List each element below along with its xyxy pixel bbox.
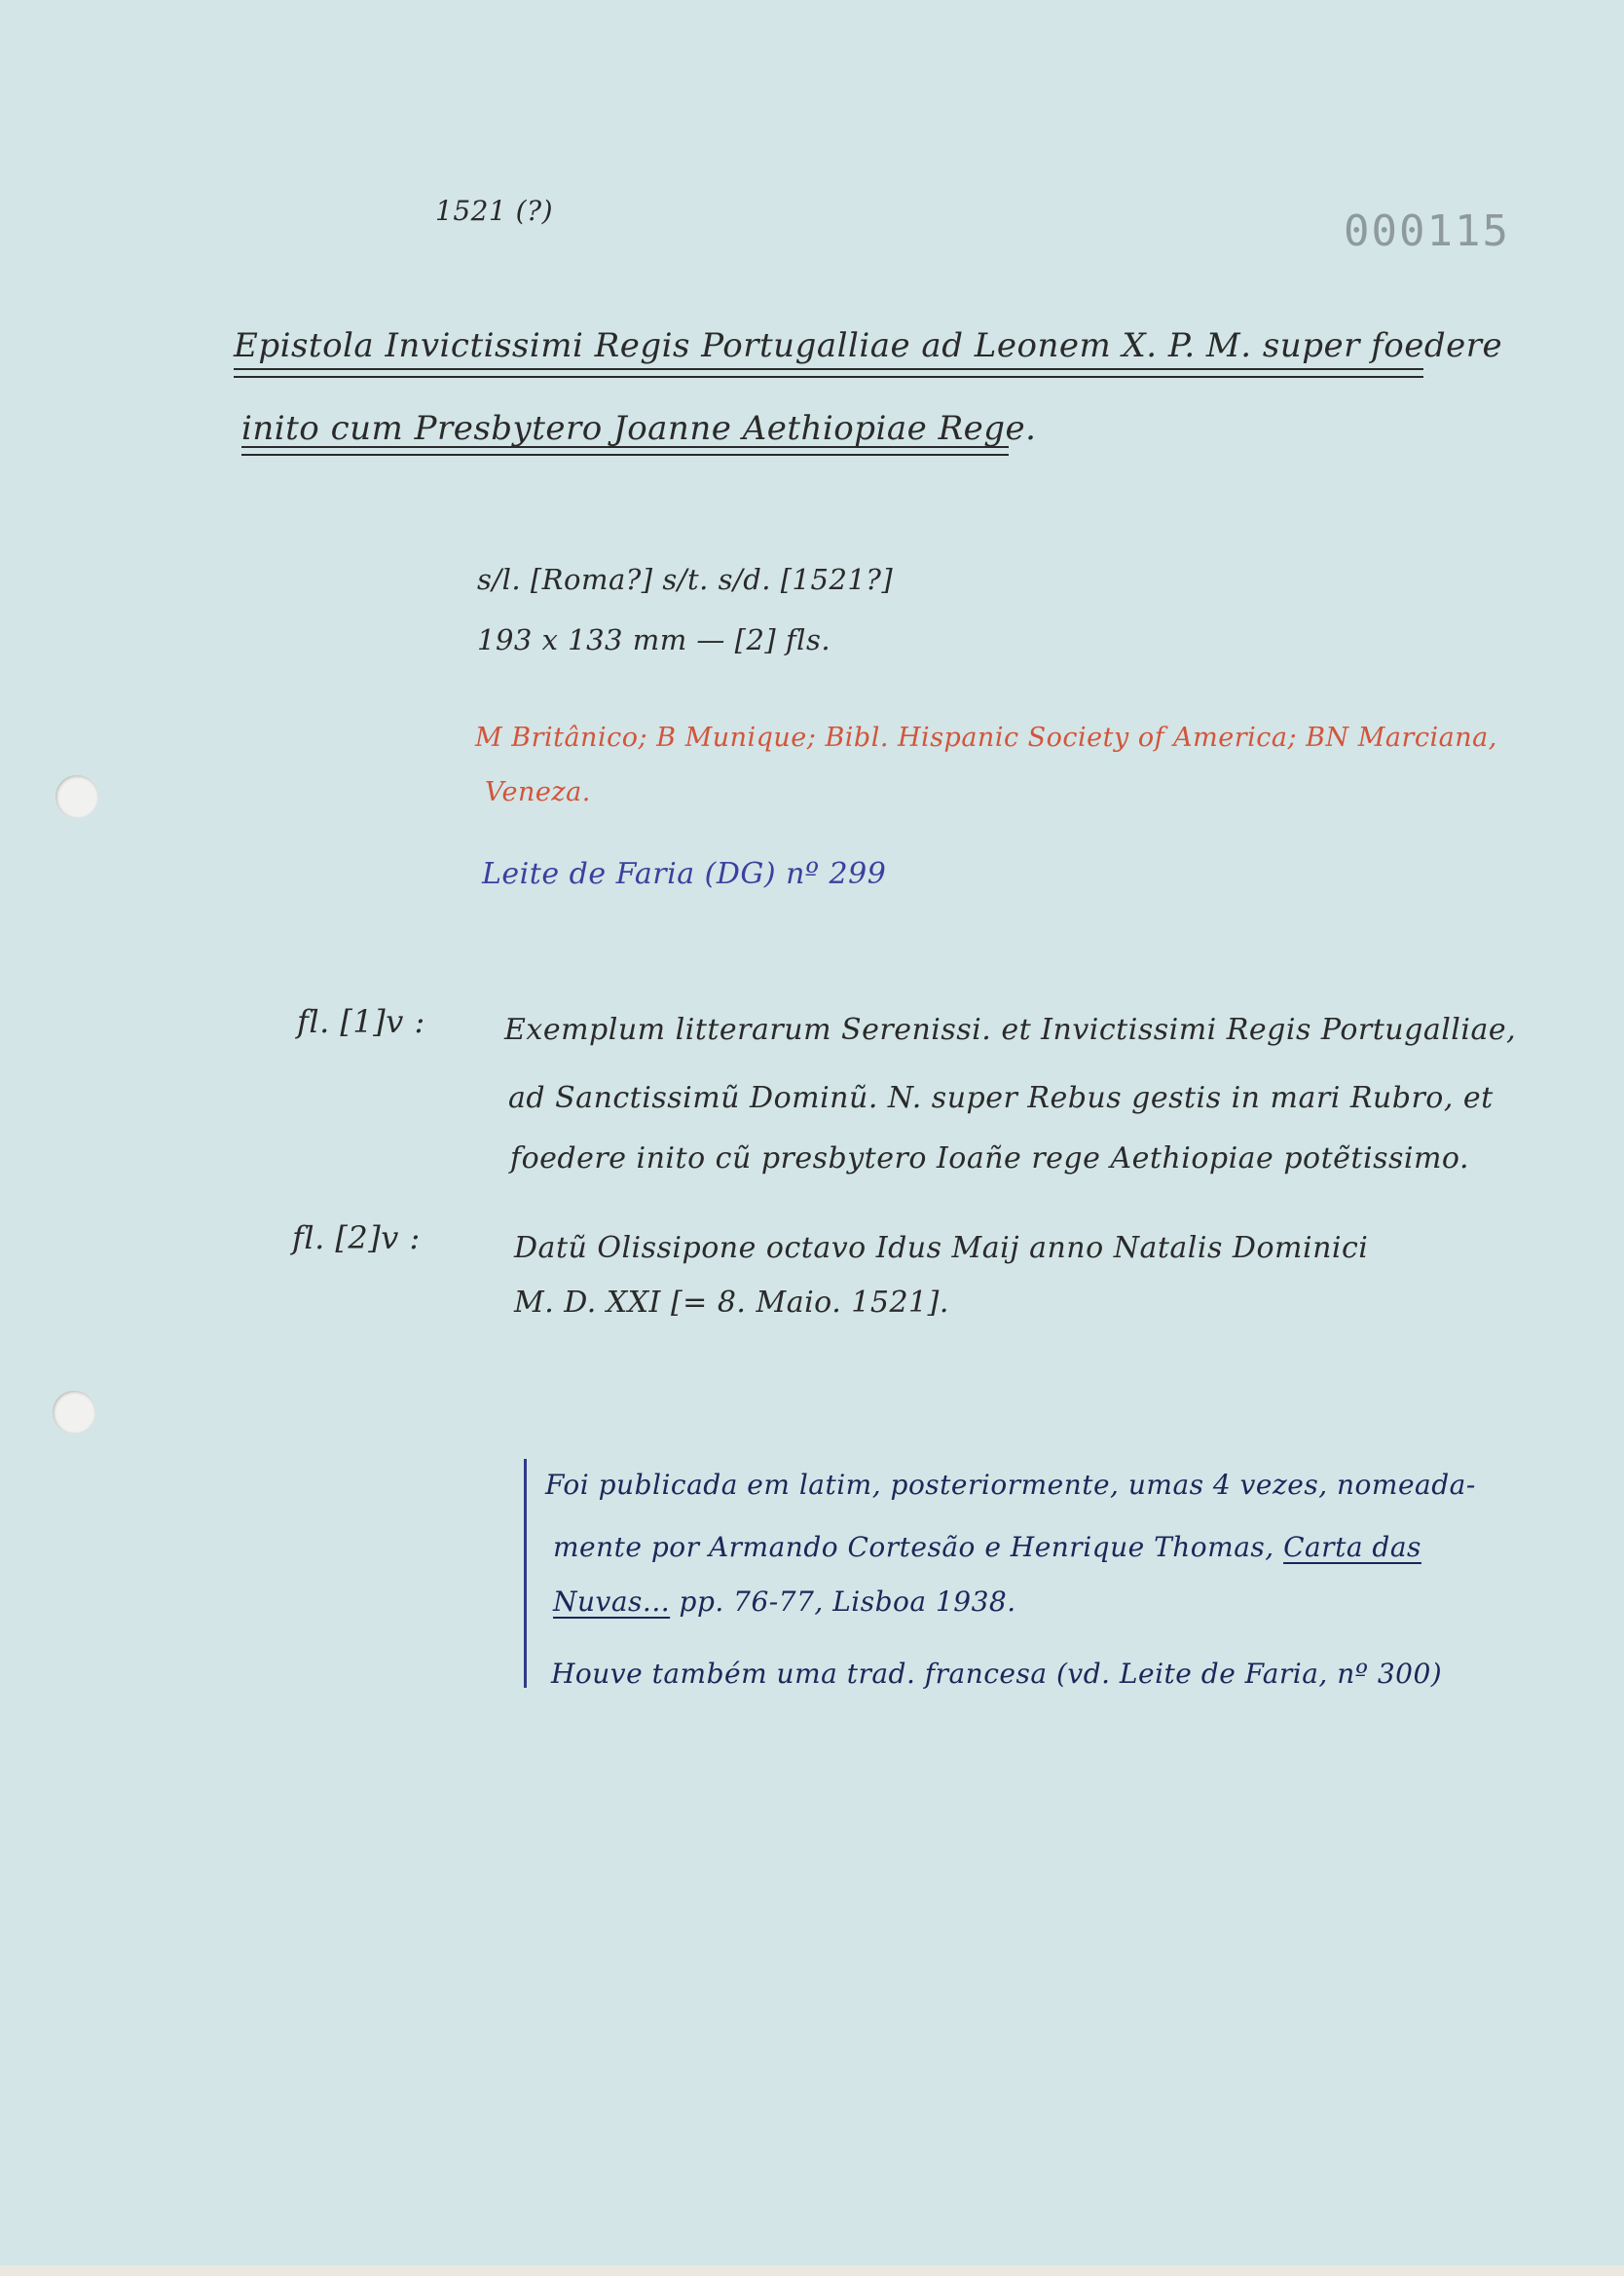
note-book-title-part-2: Nuvas... (553, 1586, 671, 1618)
record-number-stamp: 000115 (1344, 206, 1510, 256)
note-line-3-text: pp. 76-77, Lisboa 1938. (670, 1586, 1016, 1618)
card-bottom-edge (0, 2265, 1624, 2276)
date-heading: 1521 (?) (435, 195, 554, 227)
imprint-line-1: s/l. [Roma?] s/t. s/d. [1521?] (477, 563, 894, 596)
note-line-3 (553, 1586, 1016, 1618)
note-line-2-text: mente por Armando Cortesão e Henrique Thomas, (553, 1531, 1284, 1563)
entry-2-line-1: Datũ Olissipone octavo Idus Maij anno Natalis Dominici (514, 1231, 1369, 1265)
note-book-title-part-1: Carta das (1283, 1531, 1421, 1563)
entry-1-line-2: ad Sanctissimũ Dominũ. N. super Rebus gestis in mari Rubro, et (508, 1081, 1494, 1115)
imprint-line-2: 193 x 133 mm — [2] fls. (477, 623, 831, 656)
note-margin-line (524, 1459, 527, 1688)
punch-hole (53, 1391, 95, 1434)
entry-label-2: fl. [2]v : (292, 1219, 421, 1256)
title-underline-1 (234, 368, 1423, 378)
holdings-line-2: Veneza. (485, 777, 591, 807)
punch-hole (55, 775, 98, 818)
entry-1-line-3: foedere inito cũ presbytero Ioañe rege Aethiopiae potẽtissimo. (510, 1141, 1469, 1175)
note-line-1: Foi publicada em latim, posteriormente, umas 4 vezes, nomeada- (545, 1469, 1476, 1501)
note-line-4: Houve também uma trad. francesa (vd. Leite de Faria, nº 300) (551, 1658, 1443, 1690)
title-line-2: inito cum Presbytero Joanne Aethiopiae Rege. (241, 409, 1037, 448)
entry-label-1: fl. [1]v : (297, 1003, 425, 1040)
entry-1-line-1: Exemplum litterarum Serenissi. et Invictissimi Regis Portugalliae, (504, 1013, 1517, 1047)
bibliographic-reference: Leite de Faria (DG) nº 299 (482, 857, 887, 891)
entry-2-line-2: M. D. XXI [= 8. Maio. 1521]. (514, 1286, 949, 1320)
holdings-line-1: M Britânico; B Munique; Bibl. Hispanic Society of America; BN Marciana, (475, 723, 1497, 753)
title-line-1: Epistola Invictissimi Regis Portugalliae ad Leonem X. P. M. super foedere (234, 326, 1503, 365)
title-underline-2 (241, 446, 1009, 456)
note-line-2 (553, 1531, 1421, 1563)
